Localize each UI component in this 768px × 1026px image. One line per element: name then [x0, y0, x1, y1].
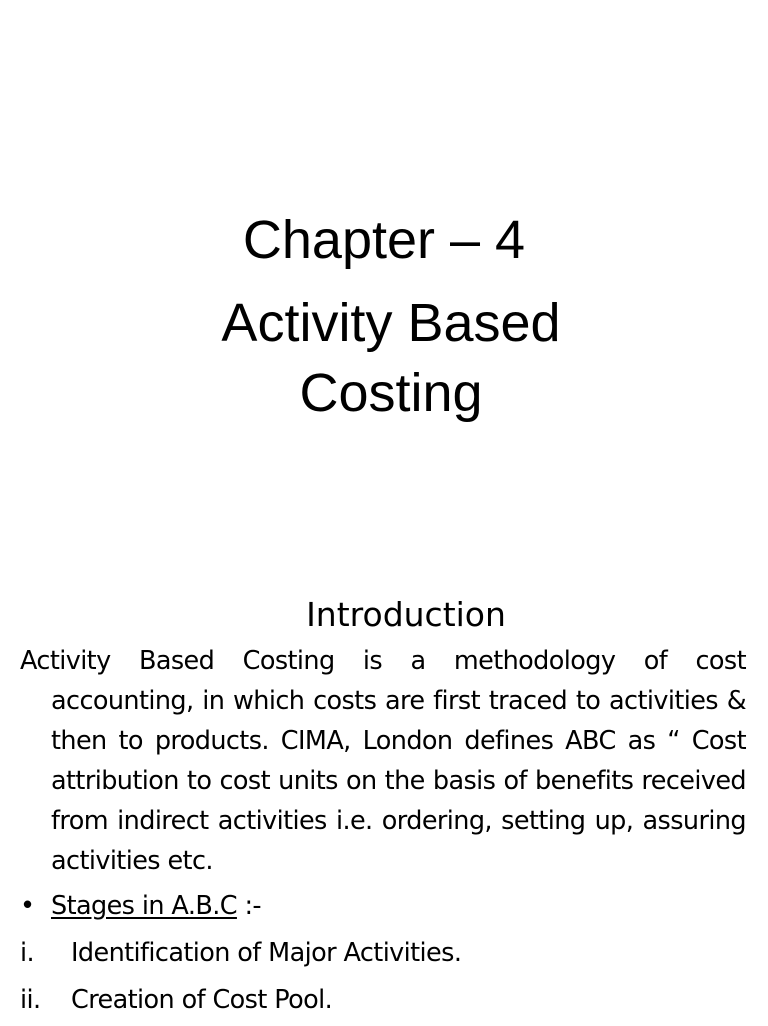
stages-list [20, 885, 746, 1026]
stage-item [20, 979, 746, 1026]
stages-heading [51, 885, 261, 927]
chapter-heading: Chapter – 4 [242, 210, 526, 270]
introduction-paragraph: Activity Based Costing is a methodology of cost accounting, in which costs are first traced to activities & then to products. CIMA, London defines ABC as “ Cost attribution to cost units on the basis of benefits received from indirect activities i.e. ordering, setting up, assuring activities etc. [20, 646, 746, 876]
stage-item-marker: ii. [20, 985, 41, 1015]
stages-heading-label: Stages in A.B.C [51, 891, 237, 921]
stage-item-text: Creation of Cost Pool. [71, 985, 333, 1015]
stage-item [20, 932, 746, 979]
stage-item-marker: i. [20, 938, 34, 968]
stages-heading-suffix: :- [236, 891, 262, 921]
topic-title-line-2: Costing [299, 363, 483, 423]
bullet-marker: • [20, 891, 35, 921]
stage-item-text: Identification of Major Activities. [71, 938, 462, 968]
topic-title [0, 288, 768, 428]
stages-heading-row [20, 885, 746, 932]
introduction-heading: Introduction [306, 595, 506, 634]
topic-title-line-1: Activity Based [221, 293, 561, 353]
